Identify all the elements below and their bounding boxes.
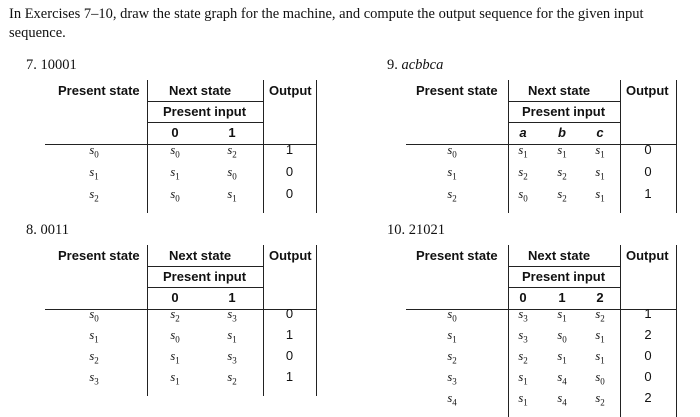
present-state-cell: $s_4$ (447, 391, 457, 408)
next-state-cell: $s_2$ (595, 307, 605, 324)
next-state-cell: $s_1$ (595, 165, 605, 182)
next-state-cell: $s_0$ (170, 143, 180, 160)
output-cell: 0 (285, 306, 294, 321)
next-state-cell: $s_1$ (518, 143, 528, 160)
input-column-header: 0 (171, 290, 179, 305)
next-state-cell: $s_2$ (595, 391, 605, 408)
exercise-number: 7. (26, 57, 37, 73)
instructions-text: In Exercises 7–10, draw the state graph for the machine, and compute the output sequence for the given input sequence. (9, 6, 644, 41)
next-state-cell: $s_2$ (227, 143, 237, 160)
present-state-cell: $s_2$ (447, 187, 457, 204)
exercise-label (387, 222, 445, 239)
present-state-cell: $s_2$ (89, 349, 99, 366)
exercise-label (26, 222, 69, 239)
output-cell: 0 (644, 164, 652, 179)
present-state-cell: $s_2$ (89, 187, 99, 204)
next-state-header: Next state (528, 83, 591, 98)
output-cell: 0 (644, 142, 652, 157)
present-input-header: Present input (522, 269, 606, 284)
exercise-number: 8. (26, 222, 37, 238)
input-column-header: 1 (228, 125, 236, 140)
next-state-cell: $s_2$ (518, 349, 528, 366)
table-rule (508, 266, 620, 267)
input-column-header: 1 (558, 290, 566, 305)
next-state-cell: $s_0$ (518, 187, 528, 204)
input-column-header: 0 (519, 290, 527, 305)
present-state-cell: $s_1$ (89, 165, 99, 182)
present-input-header: Present input (522, 104, 606, 119)
next-state-cell: $s_1$ (227, 328, 237, 345)
next-state-cell: $s_2$ (227, 370, 237, 387)
output-header: Output (269, 83, 312, 98)
output-cell: 1 (285, 142, 294, 157)
output-cell: 1 (644, 186, 652, 201)
table-rule (263, 245, 264, 396)
output-cell: 0 (285, 348, 294, 363)
present-input-header: Present input (163, 269, 247, 284)
next-state-cell: $s_3$ (227, 349, 237, 366)
next-state-cell: $s_1$ (227, 187, 237, 204)
next-state-cell: $s_2$ (518, 165, 528, 182)
present-state-header: Present state (416, 248, 498, 263)
present-state-cell: $s_3$ (447, 370, 457, 387)
next-state-cell: $s_4$ (557, 370, 567, 387)
next-state-header: Next state (169, 83, 232, 98)
output-header: Output (269, 248, 312, 263)
next-state-cell: $s_0$ (170, 328, 180, 345)
next-state-cell: $s_0$ (227, 165, 237, 182)
table-rule (676, 245, 677, 417)
next-state-cell: $s_1$ (557, 349, 567, 366)
table-rule (147, 101, 263, 102)
next-state-cell: $s_0$ (595, 370, 605, 387)
output-cell: 2 (644, 390, 652, 405)
present-state-header: Present state (58, 248, 140, 263)
next-state-cell: $s_1$ (595, 143, 605, 160)
present-state-header: Present state (416, 83, 498, 98)
table-rule (147, 287, 263, 288)
next-state-cell: $s_1$ (170, 165, 180, 182)
present-state-cell: $s_0$ (89, 307, 99, 324)
table-rule (316, 80, 317, 213)
present-state-cell: $s_0$ (447, 307, 457, 324)
output-cell: 1 (644, 306, 652, 321)
next-state-header: Next state (528, 248, 591, 263)
table-rule (147, 245, 148, 396)
input-column-header: c (596, 125, 604, 140)
next-state-cell: $s_3$ (227, 307, 237, 324)
input-sequence: 21021 (408, 222, 445, 238)
next-state-cell: $s_2$ (557, 165, 567, 182)
next-state-cell: $s_2$ (557, 187, 567, 204)
next-state-cell: $s_3$ (518, 307, 528, 324)
input-column-header: a (519, 125, 527, 140)
output-cell: 0 (644, 369, 652, 384)
output-cell: 1 (285, 369, 294, 384)
next-state-cell: $s_4$ (557, 391, 567, 408)
next-state-header: Next state (169, 248, 232, 263)
output-cell: 2 (644, 327, 652, 342)
output-header: Output (626, 83, 669, 98)
next-state-cell: $s_3$ (518, 328, 528, 345)
present-state-cell: $s_1$ (447, 328, 457, 345)
table-rule (147, 266, 263, 267)
table-rule (316, 245, 317, 396)
output-cell: 0 (644, 348, 652, 363)
input-column-header: 2 (596, 290, 604, 305)
next-state-cell: $s_1$ (595, 328, 605, 345)
table-rule (147, 122, 263, 123)
next-state-cell: $s_2$ (170, 307, 180, 324)
output-header: Output (626, 248, 669, 263)
present-state-cell: $s_3$ (89, 370, 99, 387)
table-rule (263, 80, 264, 213)
next-state-cell: $s_1$ (170, 370, 180, 387)
next-state-cell: $s_0$ (557, 328, 567, 345)
next-state-cell: $s_0$ (170, 187, 180, 204)
exercise-number: 9. (387, 57, 398, 73)
table-rule (147, 80, 148, 213)
next-state-cell: $s_1$ (595, 349, 605, 366)
table-rule (676, 80, 677, 213)
table-rule (508, 122, 620, 123)
present-state-cell: $s_1$ (447, 165, 457, 182)
table-rule (620, 245, 621, 417)
input-column-header: 0 (171, 125, 179, 140)
next-state-cell: $s_1$ (518, 391, 528, 408)
present-state-cell: $s_1$ (89, 328, 99, 345)
table-rule (508, 101, 620, 102)
exercise-label (26, 57, 77, 74)
input-column-header: b (558, 125, 566, 140)
input-sequence: acbbca (401, 57, 444, 73)
present-state-header: Present state (58, 83, 140, 98)
present-state-cell: $s_0$ (89, 143, 99, 160)
present-state-cell: $s_2$ (447, 349, 457, 366)
input-sequence: 10001 (40, 57, 77, 73)
next-state-cell: $s_1$ (595, 187, 605, 204)
table-rule (508, 287, 620, 288)
output-cell: 1 (285, 327, 294, 342)
next-state-cell: $s_1$ (557, 143, 567, 160)
present-input-header: Present input (163, 104, 247, 119)
input-column-header: 1 (228, 290, 236, 305)
output-cell: 0 (285, 164, 294, 179)
next-state-cell: $s_1$ (557, 307, 567, 324)
next-state-cell: $s_1$ (170, 349, 180, 366)
input-sequence: 0011 (40, 222, 69, 238)
present-state-cell: $s_0$ (447, 143, 457, 160)
exercise-label (387, 57, 443, 74)
next-state-cell: $s_1$ (518, 370, 528, 387)
output-cell: 0 (285, 186, 294, 201)
exercise-number: 10. (387, 222, 406, 238)
table-rule (620, 80, 621, 213)
